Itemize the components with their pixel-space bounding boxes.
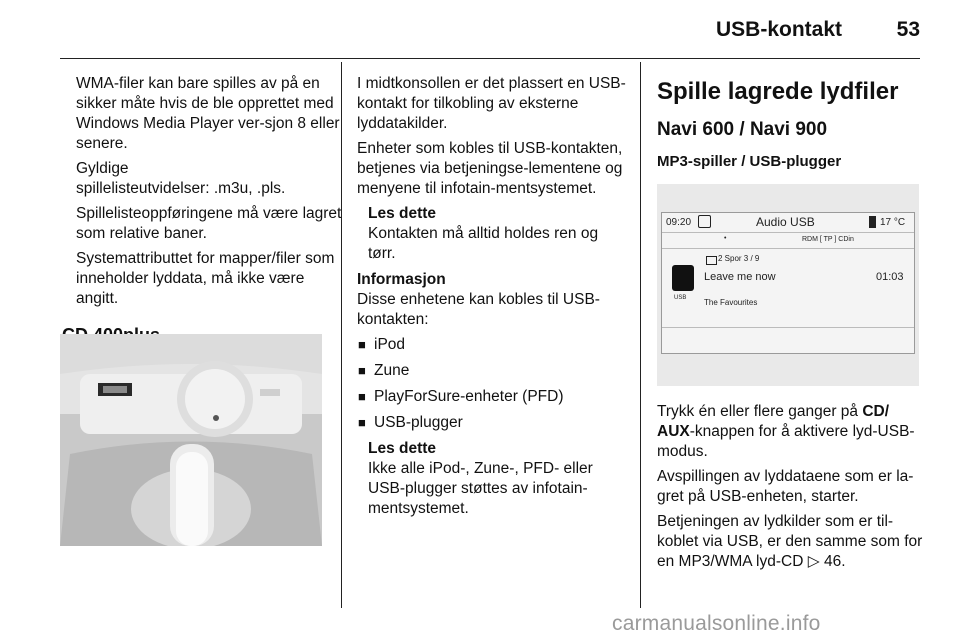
sub-heading: Navi 600 / Navi 900 (657, 119, 828, 140)
paragraph: Enheter som kobles til USB-kontakten, betjenes via betjeningse-lementene og menyene til infotain-mentsystemet. (357, 140, 623, 197)
usb-console-illustration (60, 334, 322, 546)
note-box (357, 204, 629, 264)
page-number: 53 (896, 18, 920, 41)
column-3 (657, 78, 927, 188)
usb-device-icon (672, 265, 694, 291)
page-title: USB-kontakt (715, 18, 842, 41)
display-divider (662, 327, 914, 328)
column-1 (62, 74, 344, 355)
column-2 (357, 74, 629, 525)
note-title: Les dette (368, 205, 437, 222)
display-status-bar (662, 233, 914, 249)
paragraph (657, 512, 927, 572)
battery-icon (869, 216, 876, 228)
info-text: Disse enhetene kan kobles til USB-kontakten: (357, 291, 600, 328)
column-divider-2 (640, 62, 641, 608)
paragraph: WMA-filer kan bare spilles av på en sikker måte hvis de ble opprettet med Windows Media Player ver-sjon 8 eller senere. (76, 75, 340, 152)
page-reference-icon: ▷ (807, 553, 824, 570)
phone-icon (698, 215, 711, 228)
bluetooth-icon: • (724, 235, 727, 242)
display-track-info: 2 Spor 3 / 9 (718, 254, 760, 263)
list-item: ■ iPod (357, 335, 629, 355)
note-text: Ikke alle iPod-, Zune-, PFD- eller USB-plugger støttes av infotain-mentsystemet. (368, 460, 593, 517)
display-time: 09:20 (666, 217, 692, 228)
usb-console-photo (60, 334, 322, 546)
display-status: RDM [ TP ] CDin (802, 236, 854, 243)
display-top-bar (662, 213, 914, 233)
paragraph: I midtkonsollen er det plassert en USB-kontakt for tilkobling av eksterne lyddatakilder. (357, 75, 626, 132)
infotainment-display (661, 212, 915, 354)
paragraph: Systemattributtet for mapper/filer som inneholder lyddata, må ikke være angitt. (76, 250, 335, 307)
button-name: AUX (657, 423, 690, 440)
note-title: Les dette (368, 440, 437, 457)
display-temperature: 17 °C (880, 217, 906, 228)
paragraph (657, 402, 927, 462)
watermark: carmanualsonline.info (612, 612, 821, 635)
main-heading: Spille lagrede lydfiler (657, 78, 899, 105)
list-item: ■ PlayForSure-enheter (PFD) (357, 387, 629, 407)
info-title: Informasjon (357, 271, 446, 288)
note-text: Kontakten må alltid holdes ren og tørr. (368, 225, 599, 262)
paragraph: Avspillingen av lyddataene som er la-gret på USB-enheten, starter. (657, 468, 914, 505)
paragraph (76, 159, 344, 199)
display-song-title: Leave me now (704, 271, 776, 283)
usb-label: USB (674, 295, 687, 301)
text-run: Betjeningen av lydkilder som er til-koblet via USB, er den samme som for en MP3/WMA lyd-CD (657, 513, 923, 570)
display-elapsed-time: 01:03 (876, 271, 904, 283)
display-title: Audio USB (756, 215, 815, 229)
text-run: Trykk én eller flere ganger på (657, 403, 863, 420)
device-list (357, 335, 629, 433)
display-artist: The Favourites (704, 298, 758, 307)
paragraph-line: Gyldige (76, 160, 129, 177)
list-item: ■ USB-plugger (357, 413, 629, 433)
text-run: -knappen for å aktivere lyd-USB-modus. (657, 423, 915, 460)
folder-icon (706, 256, 717, 265)
paragraph: Spillelisteoppføringene må være lagret som relative baner. (76, 205, 342, 242)
header-rule (60, 58, 920, 59)
audio-usb-screen-image (657, 184, 919, 386)
page-reference: 46. (823, 553, 846, 570)
minor-heading: MP3-spiller / USB-plugger (657, 153, 842, 170)
column-3-body (657, 402, 927, 577)
note-box (357, 439, 629, 519)
list-item: ■ Zune (357, 361, 629, 381)
paragraph-line: spillelisteutvidelser: .m3u, .pls. (76, 180, 286, 197)
button-name: CD/ (862, 403, 890, 420)
